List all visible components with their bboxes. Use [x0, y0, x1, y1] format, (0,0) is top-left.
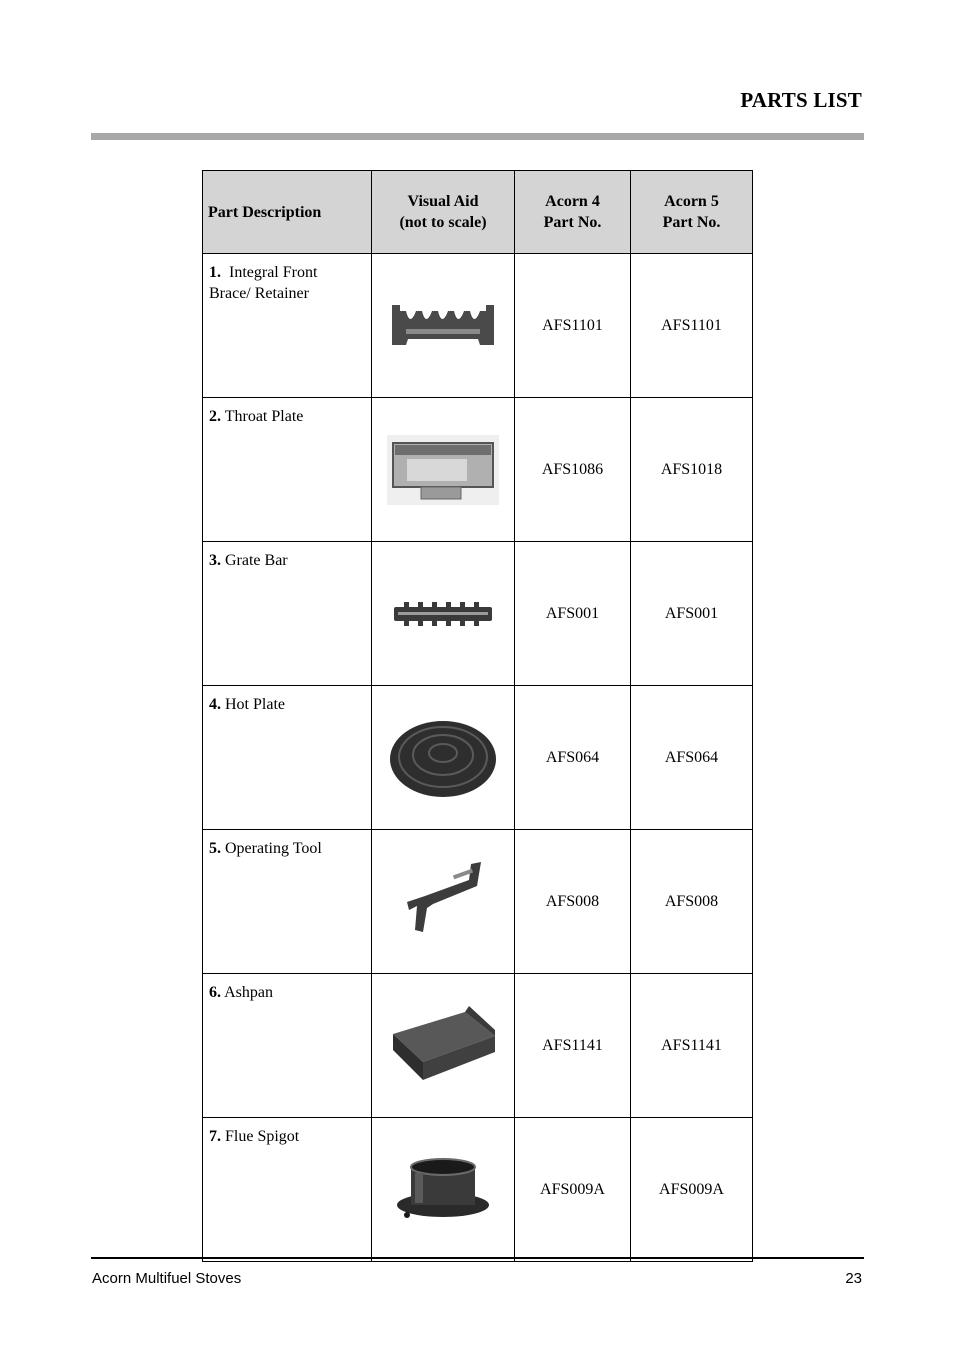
table-row [203, 398, 753, 542]
front-brace-retainer-photo [390, 301, 496, 351]
page-number: 23 [845, 1270, 862, 1287]
acorn5-part-no: AFS009A [631, 1118, 753, 1262]
visual-aid-cell [372, 542, 515, 686]
acorn4-part-no: AFS001 [515, 542, 631, 686]
visual-aid-cell [372, 974, 515, 1118]
visual-aid-cell [372, 1118, 515, 1262]
header-visual-aid: Visual Aid (not to scale) [372, 171, 515, 254]
table-row [203, 542, 753, 686]
acorn5-part-no: AFS001 [631, 542, 753, 686]
acorn5-part-no: AFS1141 [631, 974, 753, 1118]
part-description: 5. Operating Tool [203, 830, 372, 974]
page-title: PARTS LIST [740, 88, 862, 112]
footer-rule [91, 1257, 864, 1259]
footer-document-title: Acorn Multifuel Stoves [92, 1270, 242, 1287]
acorn4-part-no: AFS1086 [515, 398, 631, 542]
header-acorn5-part-no: Acorn 5 Part No. [631, 171, 753, 254]
acorn5-part-no: AFS1018 [631, 398, 753, 542]
part-description: 6. Ashpan [203, 974, 372, 1118]
parts-table [202, 170, 753, 1262]
part-description: 4. Hot Plate [203, 686, 372, 830]
visual-aid-cell [372, 398, 515, 542]
table-row [203, 974, 753, 1118]
header-part-description: Part Description [203, 171, 372, 254]
table-row [203, 830, 753, 974]
ashpan-photo [389, 1006, 497, 1086]
part-description: 7. Flue Spigot [203, 1118, 372, 1262]
hot-plate-photo [388, 717, 498, 799]
visual-aid-cell [372, 254, 515, 398]
grate-bar-photo [394, 602, 492, 626]
part-description: 1. Integral Front Brace/ Retainer [203, 254, 372, 398]
header-acorn4-part-no: Acorn 4 Part No. [515, 171, 631, 254]
table-row [203, 686, 753, 830]
table-row [203, 1118, 753, 1262]
acorn4-part-no: AFS008 [515, 830, 631, 974]
title-rule [91, 133, 864, 140]
acorn4-part-no: AFS1141 [515, 974, 631, 1118]
throat-plate-photo [387, 435, 499, 505]
table-header-row [203, 171, 753, 254]
acorn5-part-no: AFS1101 [631, 254, 753, 398]
acorn4-part-no: AFS064 [515, 686, 631, 830]
visual-aid-cell [372, 686, 515, 830]
part-description: 2. Throat Plate [203, 398, 372, 542]
acorn5-part-no: AFS008 [631, 830, 753, 974]
acorn4-part-no: AFS1101 [515, 254, 631, 398]
part-description: 3. Grate Bar [203, 542, 372, 686]
table-row [203, 254, 753, 398]
operating-tool-photo [393, 860, 493, 944]
flue-spigot-photo [395, 1157, 491, 1223]
acorn4-part-no: AFS009A [515, 1118, 631, 1262]
acorn5-part-no: AFS064 [631, 686, 753, 830]
visual-aid-cell [372, 830, 515, 974]
